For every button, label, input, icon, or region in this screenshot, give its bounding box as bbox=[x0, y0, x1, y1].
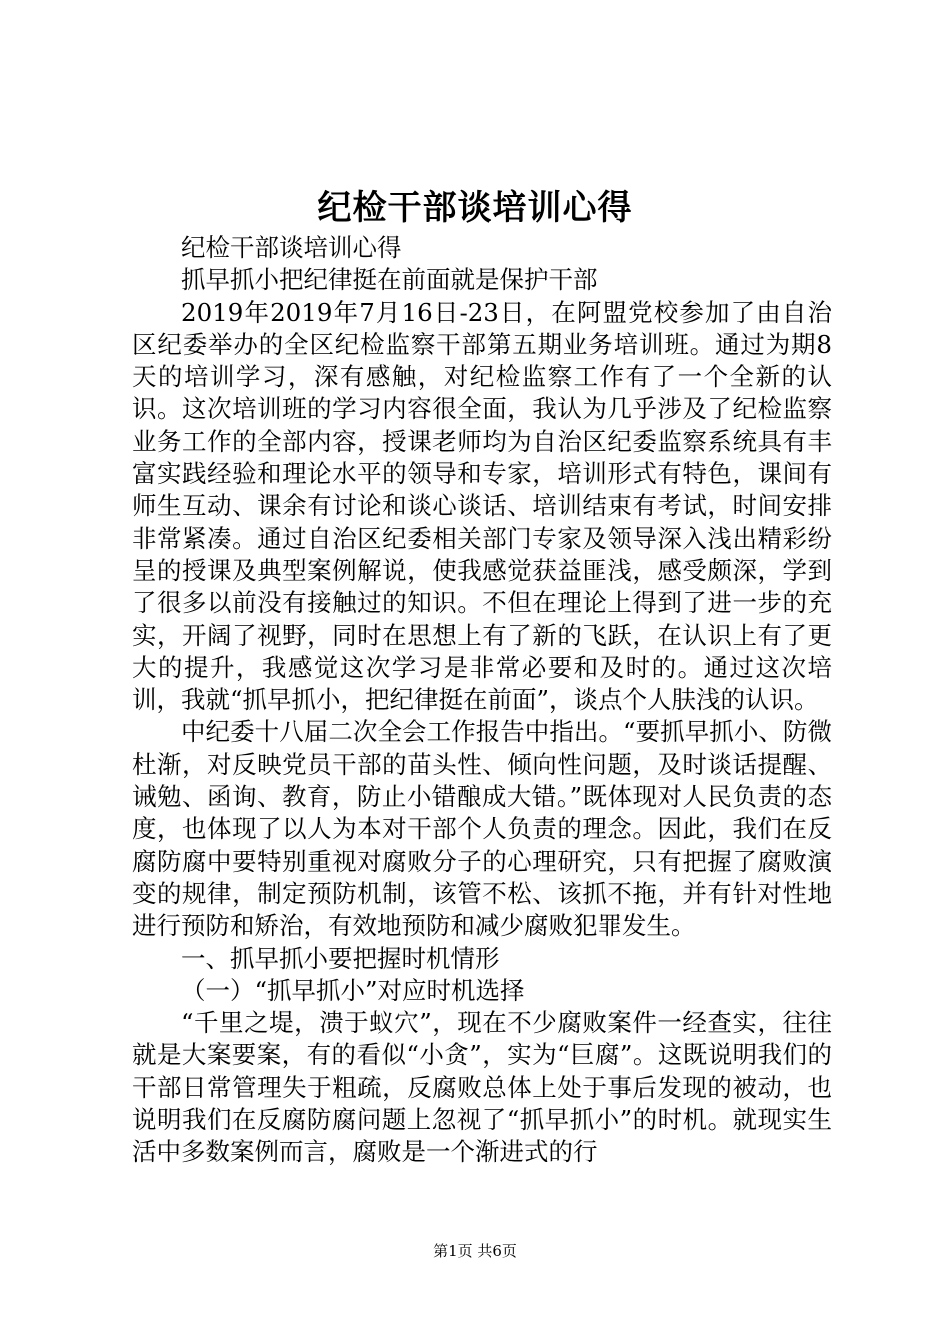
paragraph-intro: 2019年2019年7月16日-23日，在阿盟党校参加了由自治区纪委举办的全区纪检监察干部第五期业务培训班。通过为期8天的培训学习，深有感触，对纪检监察工作有了一个全新的认识。这次培训班的学习内容很全面，我认为几乎涉及了纪检监察业务工作的全部内容，授课老师均为自治区纪委监察系统具有丰富实践经验和理论水平的领导和专家，培训形式有特色，课间有师生互动、课余有讨论和谈心谈话、培训结束有考试，时间安排非常紧凑。通过自治区纪委相关部门专家及领导深入浅出精彩纷呈的授课及典型案例解说，使我感觉获益匪浅，感受颇深，学到了很多以前没有接触过的知识。不但在理论上得到了进一步的充实，开阔了视野，同时在思想上有了新的飞跃，在认识上有了更大的提升，我感觉这次学习是非常必要和及时的。通过这次培训，我就“抓早抓小，把纪律挺在前面”，谈点个人肤浅的认识。 bbox=[132, 297, 832, 715]
document-title: 纪检干部谈培训心得 bbox=[317, 188, 633, 228]
paragraph-report: 中纪委十八届二次全会工作报告中指出。“要抓早抓小、防微杜渐，对反映党员干部的苗头性、倾向性问题，及时谈话提醒、诫勉、函询、教育，防止小错酿成大错。”既体现对人民负责的态度，也体现了以人为本对干部个人负责的理念。因此，我们在反腐防腐中要特别重视对腐败分子的心理研究，只有把握了腐败演变的规律，制定预防机制，该管不松、该抓不拖，并有针对性地进行预防和矫治，有效地预防和减少腐败犯罪发生。 bbox=[132, 717, 832, 941]
document-body bbox=[132, 232, 832, 1169]
paragraph-heading: 抓早抓小把纪律挺在前面就是保护干部 bbox=[181, 265, 598, 295]
page-footer: 第1页 共6页 bbox=[433, 1242, 517, 1260]
paragraph-section-1: “千里之堤，溃于蚁穴”，现在不少腐败案件一经查实，往往就是大案要案，有的看似“小贪”，实为“巨腐”。这既说明我们的干部日常管理失于粗疏，反腐败总体上处于事后发现的被动，也说明我们在反腐防腐问题上忽视了“抓早抓小”的时机。就现实生活中多数案例而言，腐败是一个渐进式的行 bbox=[132, 1008, 832, 1167]
section-heading-1: 一、抓早抓小要把握时机情形 bbox=[181, 943, 500, 973]
paragraph-subtitle: 纪检干部谈培训心得 bbox=[181, 233, 402, 262]
subsection-heading-1: （一）“抓早抓小”对应时机选择 bbox=[181, 975, 525, 1005]
